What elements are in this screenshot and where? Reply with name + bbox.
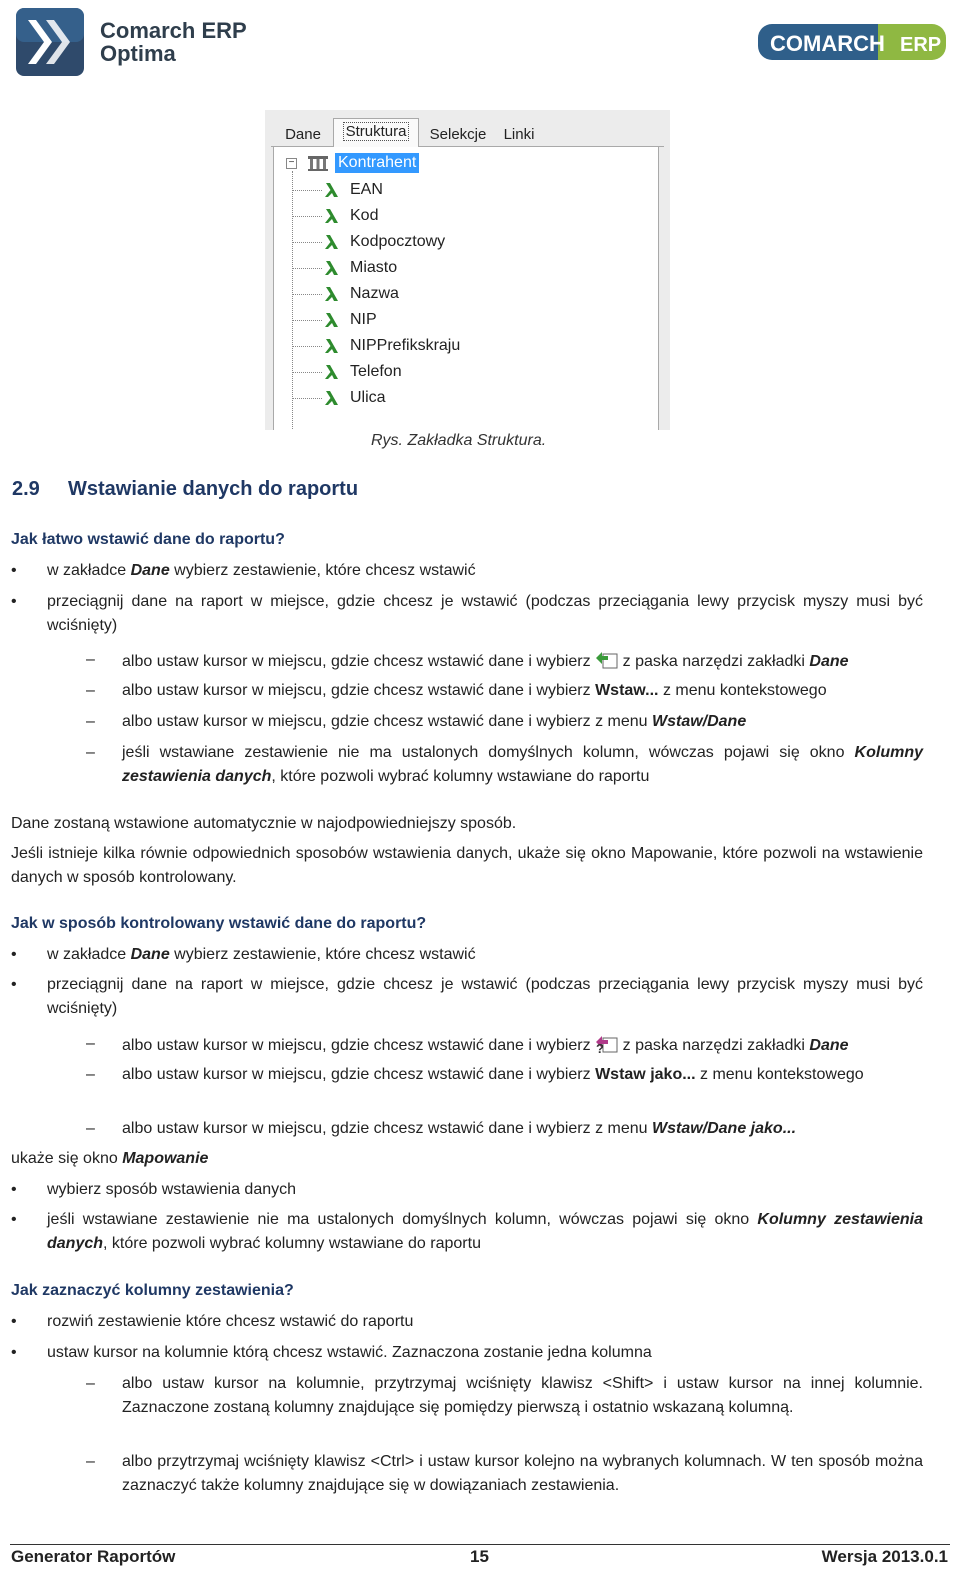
tree-field-label: Kod xyxy=(350,207,379,224)
section-title: Wstawianie danych do raportu xyxy=(68,478,359,500)
svg-text:?: ? xyxy=(595,1041,604,1054)
sub-item: – albo przytrzymaj wciśnięty klawisz <Ctrl> i ustaw kursor kolejno na wybranych kolumnach. W ten sposób można zaznaczyć także kolumny znajdujące się w dowiązaniach zestawienia. xyxy=(86,1453,923,1494)
tree-field[interactable] xyxy=(292,311,377,329)
tree-field-label: Miasto xyxy=(350,259,398,276)
tree-root[interactable] xyxy=(286,153,419,173)
tree-field[interactable] xyxy=(292,285,399,303)
page-number: 15 xyxy=(470,1547,489,1566)
list-item: • jeśli wstawiane zestawienie nie ma ustalonych domyślnych kolumn, wówczas pojawi się okno Kolumny zestawienia danych, które pozwoli wybrać kolumny wstawiane do raportu xyxy=(11,1211,923,1252)
paragraph: Jeśli istnieje kilka równie odpowiednich sposobów wstawienia danych, ukaże się okno Mapowanie, które pozwoli na wstawienie danych w sposób kontrolowany. xyxy=(11,845,923,886)
tree-field-label: Ulica xyxy=(350,389,386,406)
q2-heading: Jak w sposób kontrolowany wstawić dane do raportu? xyxy=(11,915,427,932)
brand-line2: Optima xyxy=(100,41,176,66)
lambda-icon xyxy=(324,207,340,225)
figure-caption: Rys. Zakładka Struktura. xyxy=(371,432,547,449)
q1-heading: Jak łatwo wstawić dane do raportu? xyxy=(11,531,285,548)
sub-item: – albo ustaw kursor w miejscu, gdzie chcesz wstawić dane i wybierz Wstaw jako... z menu kontekstowego xyxy=(86,1066,864,1083)
tree-field-label: Nazwa xyxy=(350,285,399,302)
sub-item: – albo ustaw kursor w miejscu, gdzie chcesz wstawić dane i wybierz ? z paska narzędzi zakładki Dane xyxy=(122,1032,923,1058)
tree-field-label: Kodpocztowy xyxy=(350,233,446,250)
sub-item: – jeśli wstawiane zestawienie nie ma ustalonych domyślnych kolumn, wówczas pojawi się okno Kolumny zestawienia danych, które pozwoli wybrać kolumny wstawiane do raportu xyxy=(86,744,923,785)
tree-field[interactable] xyxy=(292,389,386,407)
section-number: 2.9 xyxy=(12,478,40,500)
right-logo-text: COMARCH xyxy=(770,31,885,56)
sub-item: – albo ustaw kursor w miejscu, gdzie chcesz wstawić dane i wybierz Wstaw... z menu kontekstowego xyxy=(86,682,827,699)
tree-field[interactable] xyxy=(292,207,378,225)
footer-title: Generator Raportów xyxy=(11,1547,176,1566)
section-heading xyxy=(12,478,358,501)
tree-field-label: EAN xyxy=(350,181,383,198)
list-item: • przeciągnij dane na raport w miejsce, gdzie chcesz je wstawić (podczas przeciągania lewy przycisk myszy musi być wciśnięty) xyxy=(11,976,923,1017)
lambda-icon xyxy=(324,389,340,407)
sub-item: – albo ustaw kursor na kolumnie, przytrzymaj wciśnięty klawisz <Shift> i ustaw kursor na innej kolumnie. Zaznaczone zostaną kolumny znajdujące się pomiędzy pierwszą i ostatnio wskazaną kolumną. xyxy=(86,1375,923,1416)
list-item: • w zakładce Dane wybierz zestawienie, które chcesz wstawić xyxy=(11,562,476,579)
list-item: • w zakładce Dane wybierz zestawienie, które chcesz wstawić xyxy=(11,946,476,963)
insert-data-icon[interactable] xyxy=(594,648,620,670)
optima-logo-icon xyxy=(14,6,86,78)
lambda-icon xyxy=(324,285,340,303)
tree-field[interactable] xyxy=(292,259,397,277)
list-item: • rozwiń zestawienie które chcesz wstawić do raportu xyxy=(11,1313,414,1330)
tab-linki[interactable]: Linki xyxy=(503,126,535,143)
tree-field[interactable] xyxy=(292,363,402,381)
comarch-erp-logo-icon xyxy=(758,22,948,62)
struktura-screenshot xyxy=(265,110,670,430)
lambda-icon xyxy=(324,337,340,355)
sub-item: – albo ustaw kursor w miejscu, gdzie chcesz wstawić dane i wybierz z menu Wstaw/Dane jako... xyxy=(86,1120,797,1137)
tree-field-label: NIPPrefikskraju xyxy=(350,337,461,354)
lambda-icon xyxy=(324,363,340,381)
tab-selekcje[interactable]: Selekcje xyxy=(429,126,487,143)
comarch-erp-logo xyxy=(758,22,948,67)
collapse-icon[interactable]: − xyxy=(286,158,297,169)
footer-divider xyxy=(10,1544,950,1545)
lambda-icon xyxy=(324,181,340,199)
tree-field[interactable] xyxy=(292,337,460,355)
tab-struktura-label: Struktura xyxy=(343,122,410,141)
tree-field[interactable] xyxy=(292,181,383,199)
tree-root-label: Kontrahent xyxy=(335,153,419,173)
list-item: • przeciągnij dane na raport w miejsce, gdzie chcesz je wstawić (podczas przeciągania lewy przycisk myszy musi być wciśnięty) xyxy=(11,593,923,634)
footer-version: Wersja 2013.0.1 xyxy=(821,1547,948,1566)
comarch-optima-logo xyxy=(14,6,247,78)
paragraph: Dane zostaną wstawione automatycznie w najodpowiedniejszy sposób. xyxy=(11,815,517,832)
table-icon xyxy=(307,154,329,172)
brand-line1: Comarch ERP xyxy=(100,18,247,43)
paragraph: ukaże się okno Mapowanie xyxy=(11,1150,209,1167)
lambda-icon xyxy=(324,259,340,277)
lambda-icon xyxy=(324,233,340,251)
sub-item: – albo ustaw kursor w miejscu, gdzie chcesz wstawić dane i wybierz z menu Wstaw/Dane xyxy=(86,713,747,730)
list-item: • ustaw kursor na kolumnie którą chcesz wstawić. Zaznaczona zostanie jedna kolumna xyxy=(11,1344,652,1361)
tree-field[interactable] xyxy=(292,233,445,251)
tab-dane[interactable]: Dane xyxy=(285,126,321,143)
tree-field-label: Telefon xyxy=(350,363,402,380)
tab-bar xyxy=(271,116,664,147)
right-logo-suffix: ERP xyxy=(900,34,942,56)
lambda-icon xyxy=(324,311,340,329)
tree-panel xyxy=(273,147,659,430)
q3-heading: Jak zaznaczyć kolumny zestawienia? xyxy=(11,1282,294,1299)
sub-item: – albo ustaw kursor w miejscu, gdzie chcesz wstawić dane i wybierz z paska narzędzi zakładki Dane xyxy=(122,648,923,674)
tab-struktura[interactable] xyxy=(333,118,419,148)
insert-data-as-icon[interactable] xyxy=(594,1032,620,1054)
tree-field-label: NIP xyxy=(350,311,377,328)
list-item: • wybierz sposób wstawienia danych xyxy=(11,1181,297,1198)
